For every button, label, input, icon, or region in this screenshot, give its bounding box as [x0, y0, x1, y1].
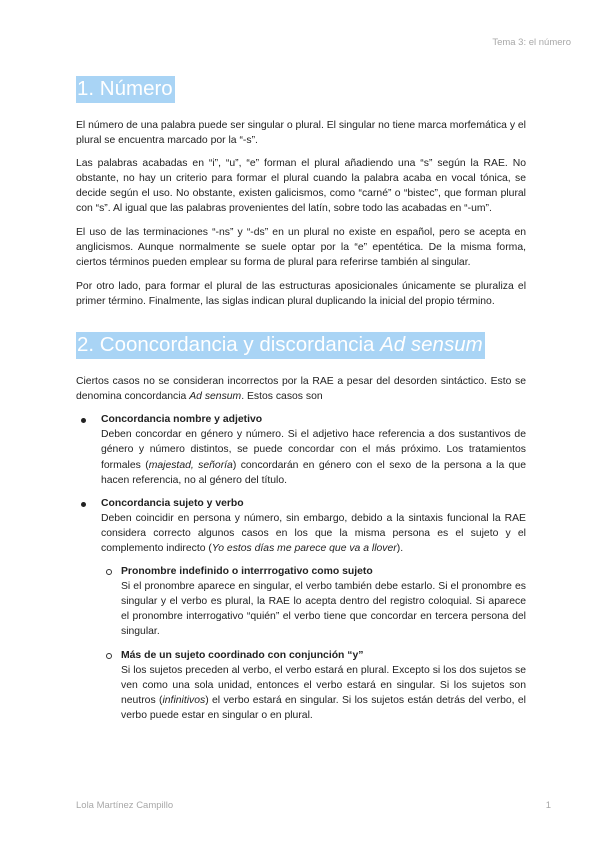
- document-body: [76, 68, 526, 732]
- list-item-body: Deben concordar en género y número. Si el adjetivo hace referencia a dos sustantivos de género y número distintos, se puede concordar con el más próximo. Los tratamientos formales (majestad, señoría) concordarán en género con el sexo de la persona a la que hacen referencia, no al género del título.: [101, 429, 526, 486]
- circle-bullet-icon: [106, 653, 112, 659]
- paragraph: El número de una palabra puede ser singular o plural. El singular no tiene marca morfemática y el plural se encuentra marcado por la “-s”.: [76, 119, 526, 146]
- list-item-body: Deben coincidir en persona y número, sin embargo, debido a la sintaxis funcional la RAE considera correcto algunos casos en los que la misma persona es el sujeto y el complemento indirecto (Yo estos días me parece que va a llover).: [101, 513, 526, 555]
- page-number: 1: [545, 800, 551, 811]
- sub-list-item: [101, 648, 526, 723]
- cases-list: [76, 412, 526, 723]
- sub-list: [101, 564, 526, 723]
- list-item: [76, 412, 526, 487]
- section-2-heading-plain: 2. Cooncordancia y discordancia: [77, 333, 381, 357]
- sub-list-item-body: Si el pronombre aparece en singular, el verbo también debe estarlo. Si el pronombre es singular y el verbo es plural, la RAE lo acepta dentro del registro coloquial. Si aparece el pronombre interrogativo “quién” el verbo tiene que concordar en tercera persona del singular.: [121, 580, 526, 637]
- footer-author: Lola Martínez Campillo: [76, 800, 174, 811]
- sub-list-item-title: Más de un sujeto coordinado con conjunción “y”: [121, 649, 364, 661]
- paragraph: Por otro lado, para formar el plural de las estructuras aposicionales únicamente se pluraliza el primer término. Finalmente, las siglas indican plural duplicando la inicial del propio término.: [76, 280, 526, 307]
- paragraph: Las palabras acabadas en “i”, “u”, “e” forman el plural añadiendo una “s” según la RAE. No obstante, no hay un criterio para formar el plural cuando la palabra acaba en vocal tónica, se decide según el uso. No obstante, existen galicismos, como “carné” o “bistec”, que forman plural con “s”. Al igual que las palabras provenientes del latín, sobre todo las acabadas en “-um”.: [76, 158, 526, 215]
- section-2-intro: Ciertos casos no se consideran incorrectos por la RAE a pesar del desorden sintáctico. Esto se denomina concordancia Ad sensum. Estos casos son: [76, 375, 526, 402]
- section-1-heading: [76, 68, 526, 103]
- list-item-title: Concordancia sujeto y verbo: [101, 498, 244, 510]
- list-item: [76, 496, 526, 723]
- sub-list-item: [101, 564, 526, 639]
- paragraph: El uso de las terminaciones “-ns” y “-ds” en un plural no existe en español, pero se acepta en anglicismos. Aunque normalmente se suele optar por la “e” epentética. De la misma forma, ciertos términos pueden emplear su forma de plural para referirse también al singular.: [76, 227, 526, 269]
- section-2-heading-italic: Ad sensum: [380, 333, 483, 357]
- bullet-icon: [81, 502, 86, 507]
- circle-bullet-icon: [106, 569, 112, 575]
- running-header: Tema 3: el número: [492, 37, 571, 48]
- section-2-heading-text: [76, 332, 485, 359]
- sub-list-item-body: Si los sujetos preceden al verbo, el verbo estará en plural. Excepto si los dos sujetos se ven como una sola unidad, entonces el verbo estará en singular. Si los sujetos son neutros (infinitivos) el verbo estará en singular. Si los sujetos están detrás del verbo, el verbo puede estar en singular o en plural.: [121, 664, 526, 721]
- list-item-title: Concordancia nombre y adjetivo: [101, 414, 263, 426]
- section-2-heading: [76, 324, 526, 359]
- sub-list-item-title: Pronombre indefinido o interrrogativo como sujeto: [121, 565, 373, 577]
- section-1-heading-text: 1. Número: [76, 76, 175, 103]
- bullet-icon: [81, 418, 86, 423]
